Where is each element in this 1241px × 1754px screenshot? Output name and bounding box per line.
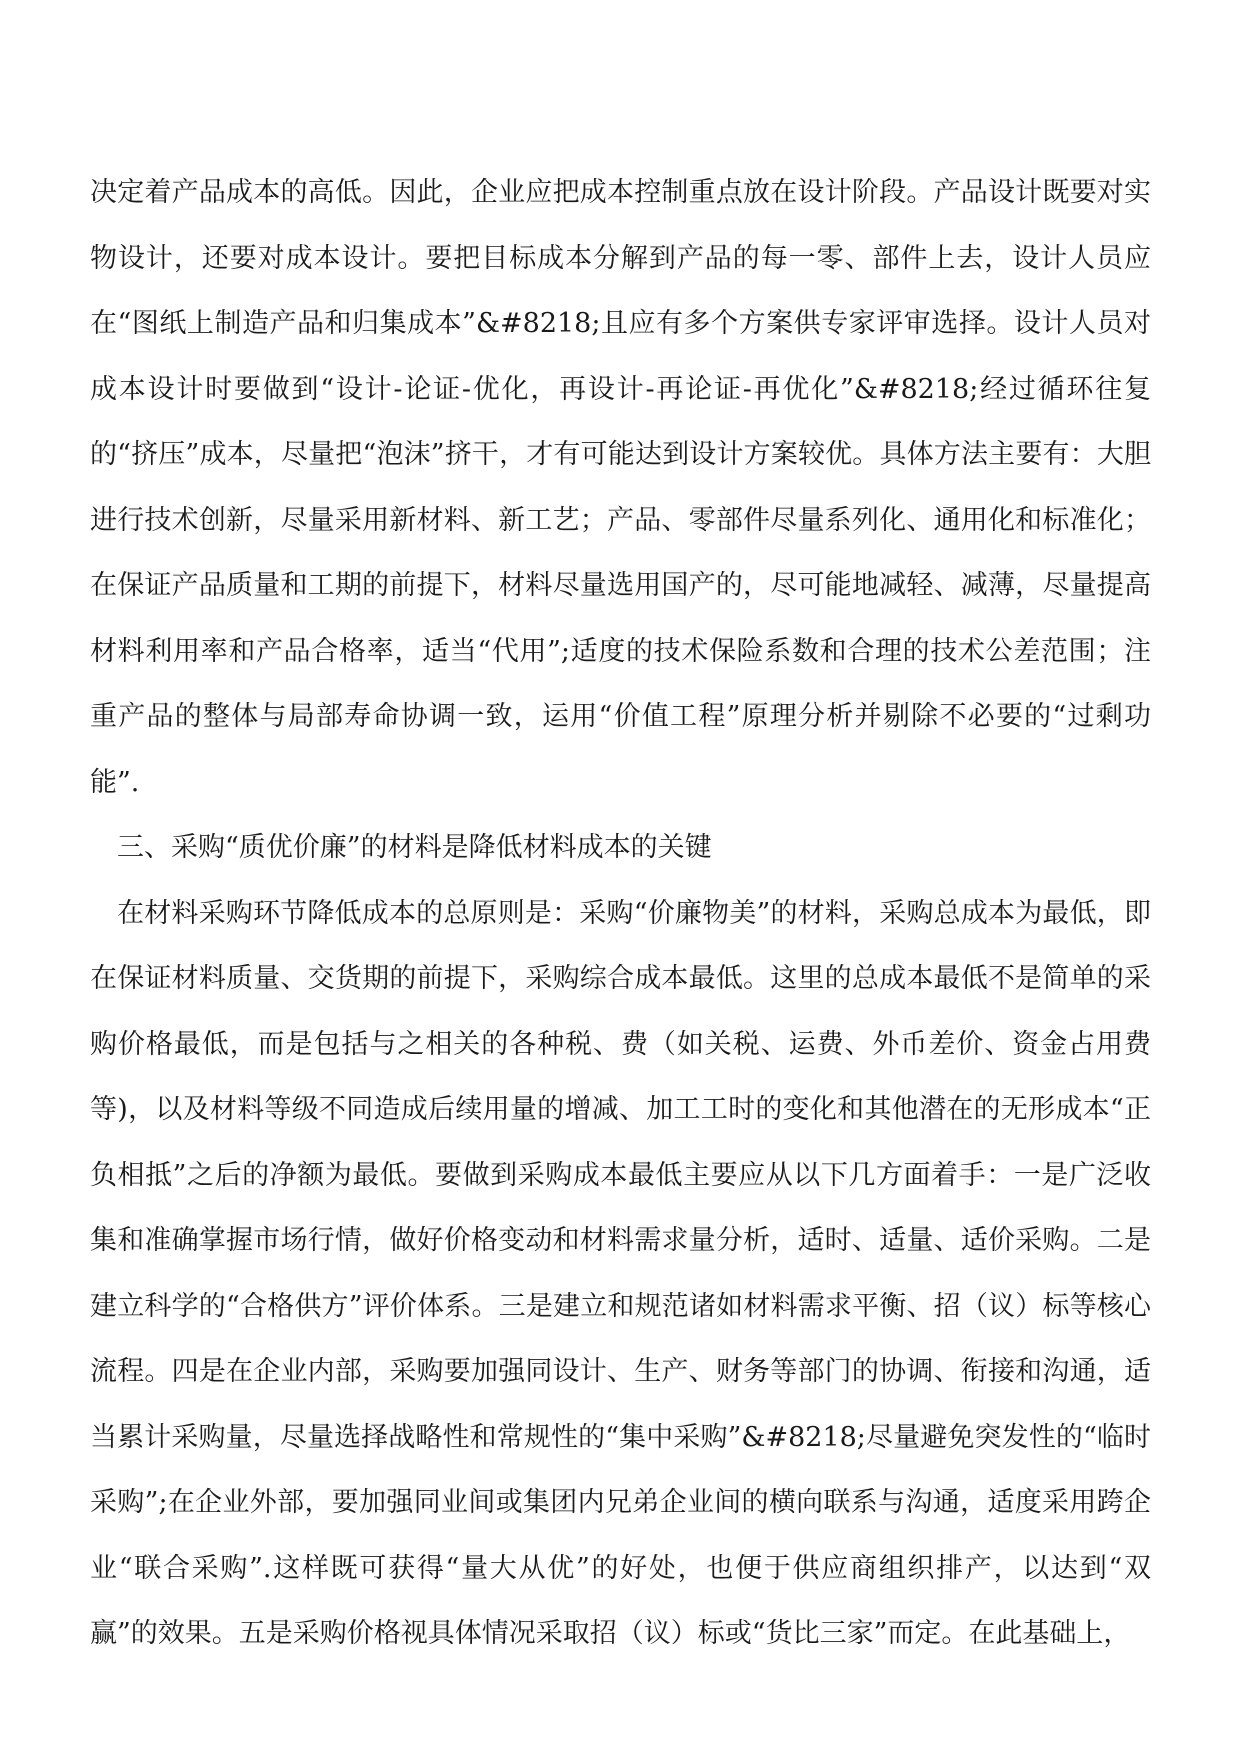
section-heading: 三、采购“质优价廉”的材料是降低材料成本的关键 (117, 832, 712, 863)
body-paragraph: 决定着产品成本的高低。因此，企业应把成本控制重点放在设计阶段。产品设计既要对实物设计，还要对成本设计。要把目标成本分解到产品的每一零、部件上去，设计人员应在“图纸上制造产品和归集成本”&#8218;且应有多个方案供专家评审选择。设计人员对成本设计时要做到“设计-论证-优化，再设计-再论证-再优化”&#8218;经过循环往复的“挤压”成本，尽量把“泡沫”挤干，才有可能达到设计方案较优。具体方法主要有：大胆进行技术创新，尽量采用新材料、新工艺；产品、零部件尽量系列化、通用化和标准化；在保证产品质量和工期的前提下，材料尽量选用国产的，尽可能地减轻、减薄，尽量提高材料利用率和产品合格率，适当“代用”;适度的技术保险系数和合理的技术公差范围；注重产品的整体与局部寿命协调一致，运用“价值工程”原理分析并剔除不必要的“过剩功能”. (90, 177, 1151, 798)
document-page (90, 160, 1151, 1667)
body-paragraph: 在材料采购环节降低成本的总原则是：采购“价廉物美”的材料，采购总成本为最低，即在保证材料质量、交货期的前提下，采购综合成本最低。这里的总成本最低不是简单的采购价格最低，而是包括与之相关的各种税、费（如关税、运费、外币差价、资金占用费等)，以及材料等级不同造成后续用量的增减、加工工时的变化和其他潜在的无形成本“正负相抵”之后的净额为最低。要做到采购成本最低主要应从以下几方面着手：一是广泛收集和准确掌握市场行情，做好价格变动和材料需求量分析，适时、适量、适价采购。二是建立科学的“合格供方”评价体系。三是建立和规范诸如材料需求平衡、招（议）标等核心流程。四是在企业内部，采购要加强同设计、生产、财务等部门的协调、衔接和沟通，适当累计采购量，尽量选择战略性和常规性的“集中采购”&#8218;尽量避免突发性的“临时采购”;在企业外部，要加强同业间或集团内兄弟企业间的横向联系与沟通，适度采用跨企业“联合采购”.这样既可获得“量大从优”的好处，也便于供应商组织排产，以达到“双赢”的效果。五是采购价格视具体情况采取招（议）标或“货比三家”而定。在此基础上， (90, 897, 1151, 1649)
